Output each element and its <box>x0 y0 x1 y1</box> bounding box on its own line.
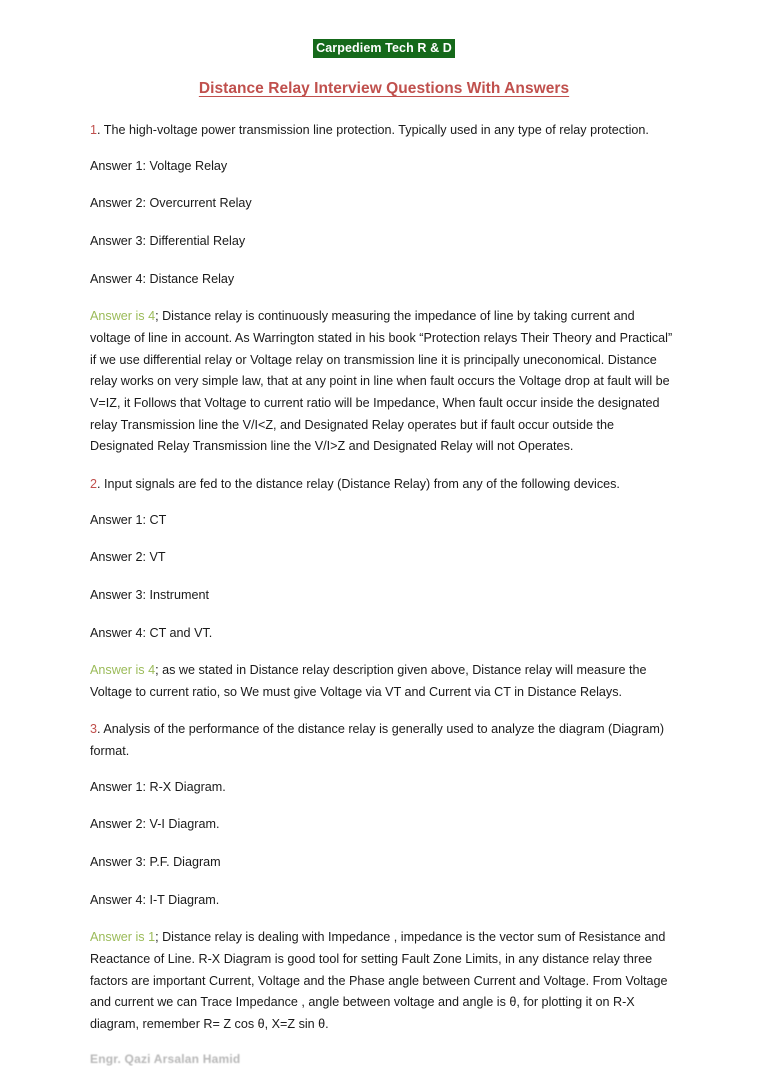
document-title: Distance Relay Interview Questions With Answers <box>198 80 570 97</box>
document-body <box>90 120 678 1036</box>
answer-option[interactable]: Answer 4: I-T Diagram. <box>90 892 220 907</box>
question-number-separator: . <box>97 722 104 737</box>
correct-answer-key: Answer is 4 <box>90 663 156 678</box>
answer-option[interactable]: Answer 4: Distance Relay <box>90 271 235 286</box>
author-signature: Engr. Qazi Arsalan Hamid <box>90 1051 241 1066</box>
answer-explanation <box>90 927 678 1035</box>
question-3 <box>90 719 678 762</box>
answer-option[interactable]: Answer 2: VT <box>90 550 166 565</box>
answer-option[interactable]: Answer 1: CT <box>90 512 167 527</box>
answer-option[interactable]: Answer 4: CT and VT. <box>90 625 213 640</box>
question-2 <box>90 474 678 496</box>
correct-answer-key: Answer is 1 <box>90 930 156 945</box>
explanation-text: ; Distance relay is continuously measuring the impedance of line by taking current and voltage of line in account. As Warrington stated in his book “Protection relays Their Theory and Practical” if we use differential relay or Voltage relay on transmission line it is principally uneconomical. Distance relay works on very simple law, that at any point in line when fault occurs the Voltage drop at fault will be V=IZ, it Follows that Voltage to current ratio will be Impedance, When fault occur inside the designated relay Transmission line the V/I<Z, and Designated Relay operates but if fault occur outside the Designated Relay Transmission line the V/I>Z and Designated Relay will not Operates. <box>90 309 673 454</box>
question-number: 3 <box>90 722 98 737</box>
answer-explanation <box>90 306 678 458</box>
question-number: 1 <box>90 123 98 137</box>
answer-option[interactable]: Answer 1: Voltage Relay <box>90 158 228 173</box>
company-banner-text: Carpediem Tech R & D <box>313 39 455 58</box>
question-number: 2 <box>90 476 98 491</box>
answer-option[interactable]: Answer 2: Overcurrent Relay <box>90 196 252 211</box>
question-text: Input signals are fed to the distance relay (Distance Relay) from any of the following devices. <box>104 476 620 491</box>
answer-option[interactable]: Answer 1: R-X Diagram. <box>90 779 226 794</box>
answer-option[interactable]: Answer 3: Differential Relay <box>90 233 246 248</box>
correct-answer-key: Answer is 4 <box>90 309 156 324</box>
question-number-separator: . <box>97 476 105 491</box>
answer-option[interactable]: Answer 3: Instrument <box>90 587 209 602</box>
question-text: The high-voltage power transmission line protection. Typically used in any type of relay protection. <box>103 123 649 137</box>
document-header <box>90 38 678 58</box>
answer-option[interactable]: Answer 2: V-I Diagram. <box>90 817 220 832</box>
explanation-text: ; as we stated in Distance relay description given above, Distance relay will measure the Voltage to current ratio, so We must give Voltage via VT and Current via CT in Distance Relays. <box>90 663 647 699</box>
question-1 <box>90 120 678 142</box>
question-text: Analysis of the performance of the distance relay is generally used to analyze the diagram (Diagram) format. <box>90 722 665 759</box>
question-number-separator: . <box>97 123 104 137</box>
answer-option[interactable]: Answer 3: P.F. Diagram <box>90 855 221 870</box>
answer-explanation <box>90 660 678 703</box>
explanation-text: ; Distance relay is dealing with Impedance , impedance is the vector sum of Resistance and Reactance of Line. R-X Diagram is good tool for setting Fault Zone Limits, in any distance relay three factors are important Current, Voltage and the Phase angle between Current and Voltage. From Voltage and current we can Trace Impedance , angle between voltage and angle is θ, for plotting it on R-X diagram, remember R= Z cos θ, X=Z sin θ. <box>90 930 668 1032</box>
